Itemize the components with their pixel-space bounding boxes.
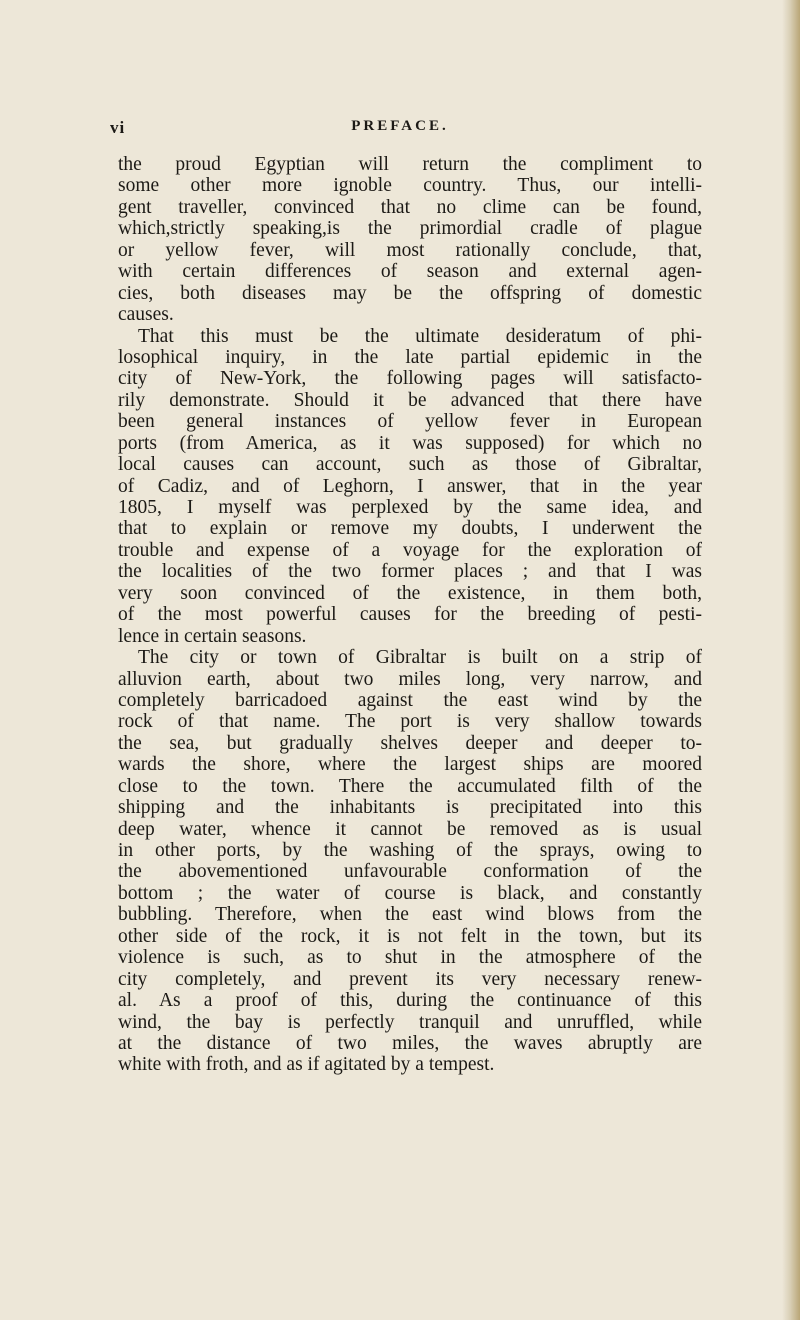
text-line: gent traveller, convinced that no clime can be found, (118, 196, 702, 218)
text-line: the localities of the two former places ; and that I was (118, 561, 702, 583)
text-line: with certain differences of season and external agen- (118, 261, 702, 283)
text-line: rily demonstrate. Should it be advanced that there have (118, 389, 702, 411)
text-line: deep water, whence it cannot be removed as is usual (118, 818, 702, 840)
text-line: white with froth, and as if agitated by a tempest. (118, 1054, 495, 1076)
text-line: the proud Egyptian will return the compliment to (118, 154, 702, 175)
page-edge-shadow (782, 0, 800, 1320)
text-line: rock of that name. The port is very shallow towards (118, 711, 702, 733)
text-line: causes. (118, 304, 174, 326)
text-line: cies, both diseases may be the offspring of domestic (118, 282, 702, 304)
text-line: wind, the bay is perfectly tranquil and unruffled, while (118, 1011, 702, 1033)
text-line: violence is such, as to shut in the atmosphere of the (118, 947, 702, 969)
text-line: that to explain or remove my doubts, I underwent the (118, 518, 702, 540)
text-line: at the distance of two miles, the waves abruptly are (118, 1032, 702, 1054)
text-line: local causes can account, such as those of Gibraltar, (118, 454, 702, 476)
text-line: city of New-York, the following pages will satisfacto- (118, 368, 702, 390)
text-line: bubbling. Therefore, when the east wind blows from the (118, 904, 702, 926)
text-line: which,strictly speaking,is the primordial cradle of plague (118, 218, 702, 240)
text-line: of Cadiz, and of Leghorn, I answer, that in the year (118, 475, 702, 497)
text-line: some other more ignoble country. Thus, our intelli- (118, 175, 702, 197)
page-number: vi (110, 118, 126, 137)
text-line: ports (from America, as it was supposed) for which no (118, 432, 702, 454)
text-line: other side of the rock, it is not felt in the town, but its (118, 925, 702, 947)
text-line: losophical inquiry, in the late partial epidemic in the (118, 346, 702, 368)
text-line: city completely, and prevent its very necessary renew- (118, 968, 702, 990)
text-line: been general instances of yellow fever in European (118, 411, 702, 433)
text-line: bottom ; the water of course is black, and constantly (118, 882, 702, 904)
page-header (110, 118, 690, 142)
text-line: or yellow fever, will most rationally conclude, that, (118, 239, 702, 261)
text-line: lence in certain seasons. (118, 625, 307, 647)
text-line: trouble and expense of a voyage for the exploration of (118, 539, 702, 561)
body-text (118, 154, 702, 1076)
text-line: in other ports, by the washing of the sprays, owing to (118, 840, 702, 861)
text-line: the abovementioned unfavourable conformation of the (118, 861, 702, 883)
text-line: al. As a proof of this, during the continuance of this (118, 990, 702, 1012)
text-line: That this must be the ultimate desideratum of phi- (138, 325, 702, 347)
text-line: close to the town. There the accumulated filth of the (118, 775, 702, 797)
running-head: PREFACE. (351, 118, 449, 134)
text-line: very soon convinced of the existence, in them both, (118, 582, 702, 604)
text-line: completely barricadoed against the east wind by the (118, 689, 702, 711)
text-line: shipping and the inhabitants is precipitated into this (118, 797, 702, 819)
text-line: alluvion earth, about two miles long, very narrow, and (118, 668, 702, 690)
text-line: The city or town of Gibraltar is built on a strip of (138, 647, 702, 669)
text-line: 1805, I myself was perplexed by the same idea, and (118, 497, 702, 518)
text-line: the sea, but gradually shelves deeper and deeper to- (118, 732, 702, 754)
text-line: wards the shore, where the largest ships are moored (118, 754, 702, 776)
text-line: of the most powerful causes for the breeding of pesti- (118, 604, 702, 626)
